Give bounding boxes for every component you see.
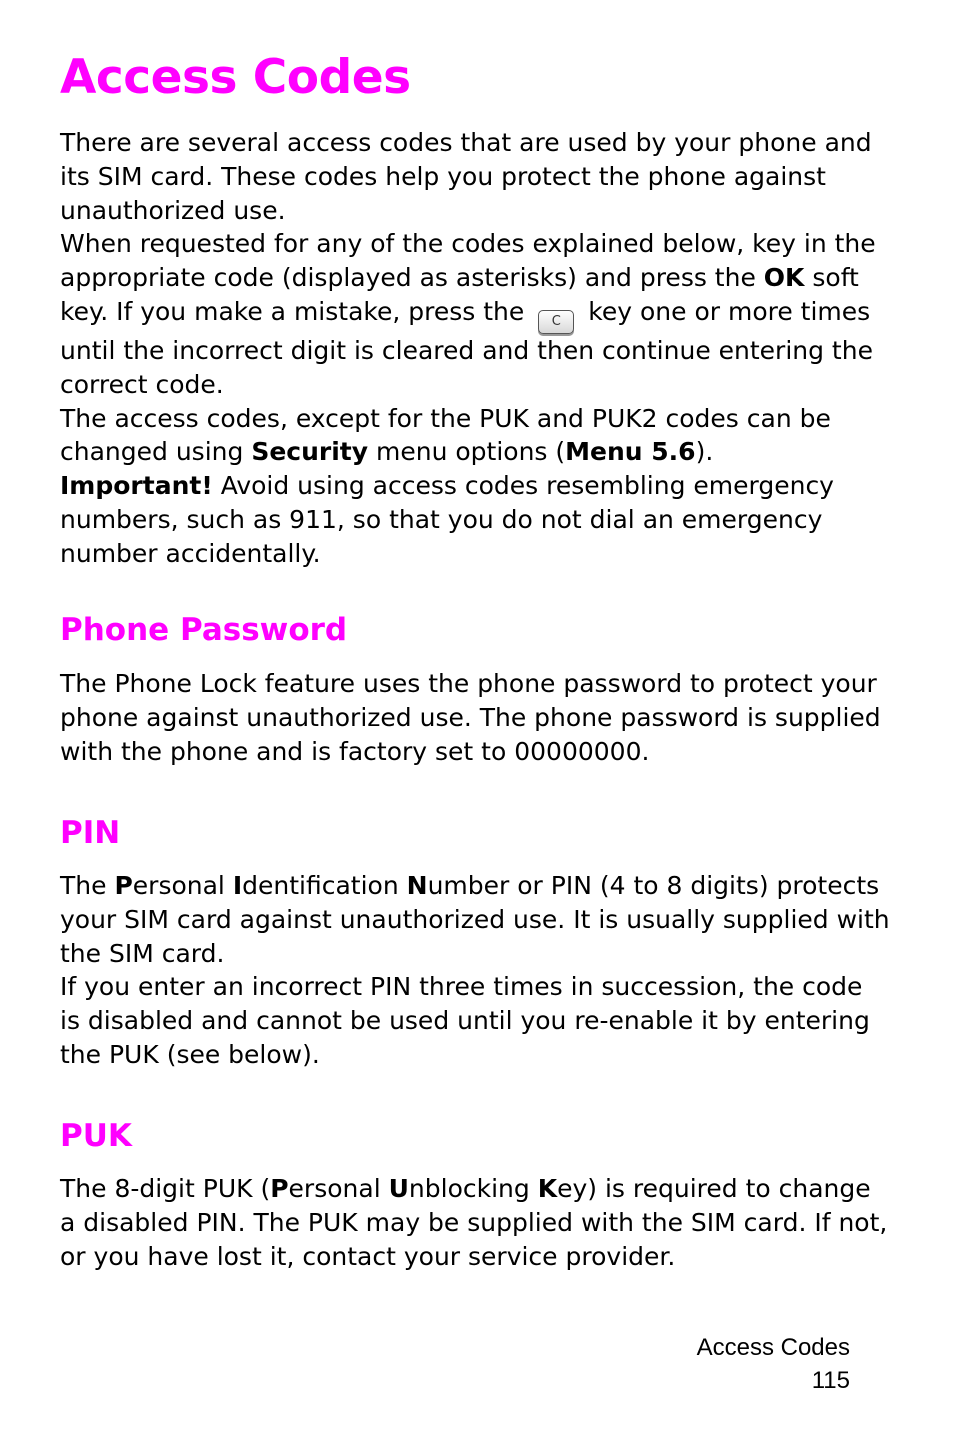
puk-paragraph [60,1172,890,1273]
puk-letter-k: K [537,1174,558,1203]
pin-text-b: ersonal [132,871,233,900]
pin-letter-p: P [114,871,133,900]
puk-letter-p: P [270,1174,289,1203]
pin-paragraph-1 [60,869,890,970]
pin-letter-n: N [406,871,428,900]
ok-softkey-label: OK [763,263,805,293]
pin-text-a: The [60,871,115,900]
intro-p3-text-a: The access codes, except for the PUK and PUK2 codes can be changed using [60,403,831,467]
pin-letter-i: I [232,871,243,900]
c-key-icon: C [538,310,574,334]
security-menu-label: Security [251,437,369,467]
phone-password-heading: Phone Password [60,612,348,648]
puk-heading: PUK [60,1118,132,1154]
pin-section [60,869,890,1072]
intro-paragraph-2 [60,227,890,401]
puk-section [60,1172,890,1273]
pin-text-c: dentification [242,871,407,900]
pin-heading: PIN [60,815,121,851]
puk-letter-u: U [388,1174,409,1203]
intro-paragraph-4 [60,469,890,570]
phone-password-text: The Phone Lock feature uses the phone password to protect your phone against unauthorized use. The phone password is supplied with the phone and is factory set to 00000000. [60,669,881,766]
intro-p2-text-c: key one or more times until the incorrect digit is cleared and then continue entering the correct code. [60,296,873,399]
pin-text-d: umber or PIN (4 to 8 digits) protects your SIM card against unauthorized use. It is usually supplied with the SIM card. [60,871,890,968]
intro-paragraph-1: There are several access codes that are used by your phone and its SIM card. These codes help you protect the phone against unauthorized use. [60,128,872,225]
intro-p2-text-b: soft key. If you make a mistake, press the [60,263,859,326]
intro-p2-text-a: When requested for any of the codes explained below, key in the appropriate code (displayed as asterisks) and press the [60,229,876,293]
intro-p3-text-b: menu options ( [376,437,566,467]
footer-section-name: Access Codes [696,1334,850,1361]
pin-paragraph-2: If you enter an incorrect PIN three times in succession, the code is disabled and cannot be used until you re-enable it by entering the PUK (see below). [60,972,870,1069]
intro-p3-text-c: ). [695,437,714,467]
phone-password-section [60,667,890,768]
intro-paragraph-3 [60,402,890,470]
important-text: Avoid using access codes resembling emergency numbers, such as 911, so that you do not dial an emergency number accidentally. [60,471,834,568]
puk-text-b: ersonal [288,1174,389,1203]
menu-number-label: Menu 5.6 [565,437,696,467]
footer-page-number: 115 [811,1367,850,1394]
puk-text-a: The 8-digit PUK ( [60,1174,271,1203]
intro-section [60,126,890,571]
important-label: Important! [60,471,213,501]
puk-text-d: ey) is required to change a disabled PIN. The PUK may be supplied with the SIM card. If not, or you have lost it, contact your service provider. [60,1174,888,1271]
puk-text-c: nblocking [408,1174,538,1203]
page-title: Access Codes [60,50,411,105]
